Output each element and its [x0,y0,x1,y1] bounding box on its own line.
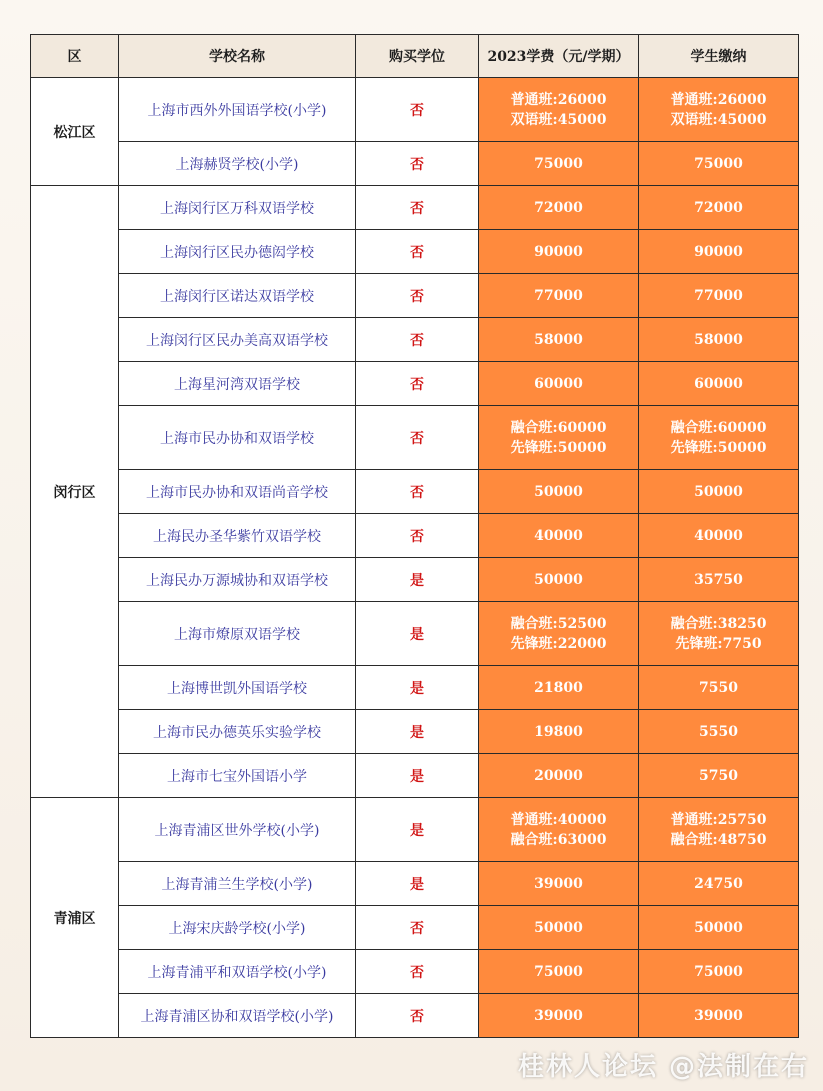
tuition-line: 21800 [534,679,583,696]
tuition-line: 19800 [534,723,583,740]
tuition-line: 72000 [534,199,583,216]
school-name-cell: 上海市民办德英乐实验学校 [119,710,356,754]
payment-line: 5750 [699,767,738,784]
header-school-name: 学校名称 [119,35,356,78]
school-name-cell: 上海闵行区诺达双语学校 [119,274,356,318]
school-name-cell: 上海市燎原双语学校 [119,602,356,666]
payment-line: 77000 [694,287,743,304]
payment-cell [639,602,799,666]
payment-line: 58000 [694,331,743,348]
school-name-cell: 上海闵行区民办美高双语学校 [119,318,356,362]
table-body [31,78,799,1038]
payment-line: 双语班:45000 [670,111,767,128]
payment-cell [639,798,799,862]
tuition-cell [479,514,639,558]
table-row [31,602,799,666]
tuition-line: 77000 [534,287,583,304]
tuition-line: 20000 [534,767,583,784]
buy-seat-cell: 否 [356,230,479,274]
tuition-line: 先锋班:22000 [510,635,607,652]
payment-line: 融合班:60000 [670,419,767,436]
buy-seat-cell: 否 [356,906,479,950]
payment-line: 40000 [694,527,743,544]
tuition-line: 50000 [534,483,583,500]
payment-line: 39000 [694,1007,743,1024]
payment-line: 50000 [694,919,743,936]
school-name-cell: 上海闵行区民办德闳学校 [119,230,356,274]
buy-seat-cell: 否 [356,318,479,362]
buy-seat-cell: 是 [356,558,479,602]
school-name-cell: 上海市西外外国语学校(小学) [119,78,356,142]
tuition-line: 58000 [534,331,583,348]
school-name-cell: 上海市民办协和双语尚音学校 [119,470,356,514]
tuition-line: 60000 [534,375,583,392]
school-name-cell: 上海青浦平和双语学校(小学) [119,950,356,994]
buy-seat-cell: 是 [356,862,479,906]
tuition-cell [479,470,639,514]
tuition-cell [479,142,639,186]
district-cell: 闵行区 [31,186,119,798]
payment-line: 90000 [694,243,743,260]
district-cell: 松江区 [31,78,119,186]
tuition-cell [479,78,639,142]
school-name-cell: 上海闵行区万科双语学校 [119,186,356,230]
table-row [31,666,799,710]
buy-seat-cell: 是 [356,710,479,754]
school-name-cell: 上海博世凯外国语学校 [119,666,356,710]
payment-line: 普通班:26000 [670,91,767,108]
table-row [31,406,799,470]
school-name-cell: 上海民办万源城协和双语学校 [119,558,356,602]
buy-seat-cell: 否 [356,950,479,994]
buy-seat-cell: 是 [356,602,479,666]
school-name-cell: 上海赫贤学校(小学) [119,142,356,186]
tuition-line: 双语班:45000 [510,111,607,128]
payment-cell [639,558,799,602]
payment-line: 先锋班:50000 [670,439,767,456]
buy-seat-cell: 否 [356,514,479,558]
payment-cell [639,666,799,710]
table-row [31,710,799,754]
header-tuition-2023: 2023学费（元/学期） [479,35,639,78]
buy-seat-cell: 否 [356,470,479,514]
tuition-line: 先锋班:50000 [510,439,607,456]
buy-seat-cell: 否 [356,362,479,406]
tuition-cell [479,186,639,230]
header-district: 区 [31,35,119,78]
payment-line: 普通班:25750 [670,811,767,828]
school-name-cell: 上海青浦兰生学校(小学) [119,862,356,906]
payment-cell [639,994,799,1038]
table-row [31,78,799,142]
tuition-line: 90000 [534,243,583,260]
tuition-line: 39000 [534,1007,583,1024]
tuition-cell [479,406,639,470]
tuition-line: 40000 [534,527,583,544]
payment-cell [639,470,799,514]
payment-cell [639,862,799,906]
tuition-cell [479,754,639,798]
district-cell: 青浦区 [31,798,119,1038]
payment-cell [639,362,799,406]
table-row [31,514,799,558]
payment-cell [639,142,799,186]
school-name-cell: 上海民办圣华紫竹双语学校 [119,514,356,558]
payment-line: 24750 [694,875,743,892]
table-row [31,558,799,602]
table-row [31,994,799,1038]
payment-cell [639,406,799,470]
header-row [31,35,799,78]
buy-seat-cell: 否 [356,142,479,186]
payment-line: 72000 [694,199,743,216]
tuition-table [30,34,799,1038]
table-row [31,470,799,514]
payment-line: 35750 [694,571,743,588]
tuition-cell [479,274,639,318]
tuition-line: 普通班:40000 [510,811,607,828]
tuition-line: 融合班:63000 [510,831,607,848]
school-name-cell: 上海宋庆龄学校(小学) [119,906,356,950]
table-row [31,230,799,274]
payment-line: 融合班:38250 [670,615,767,632]
buy-seat-cell: 否 [356,78,479,142]
tuition-cell [479,906,639,950]
tuition-line: 75000 [534,155,583,172]
school-name-cell: 上海青浦区协和双语学校(小学) [119,994,356,1038]
buy-seat-cell: 否 [356,406,479,470]
payment-line: 60000 [694,375,743,392]
buy-seat-cell: 是 [356,754,479,798]
table-row [31,906,799,950]
header-buy-seat: 购买学位 [356,35,479,78]
tuition-cell [479,862,639,906]
table-row [31,142,799,186]
tuition-line: 50000 [534,919,583,936]
payment-cell [639,906,799,950]
table-row [31,862,799,906]
table-row [31,318,799,362]
payment-cell [639,754,799,798]
tuition-line: 50000 [534,571,583,588]
tuition-line: 融合班:60000 [510,419,607,436]
tuition-cell [479,666,639,710]
tuition-cell [479,950,639,994]
tuition-line: 融合班:52500 [510,615,607,632]
watermark: 桂林人论坛 @法制在右 [517,1052,809,1082]
payment-cell [639,514,799,558]
table-row [31,754,799,798]
payment-cell [639,318,799,362]
table-row [31,362,799,406]
payment-line: 7550 [699,679,738,696]
tuition-cell [479,558,639,602]
school-name-cell: 上海市七宝外国语小学 [119,754,356,798]
payment-cell [639,710,799,754]
school-name-cell: 上海星河湾双语学校 [119,362,356,406]
table-row [31,186,799,230]
payment-cell [639,274,799,318]
tuition-cell [479,362,639,406]
buy-seat-cell: 否 [356,994,479,1038]
payment-line: 50000 [694,483,743,500]
tuition-cell [479,994,639,1038]
table-row [31,950,799,994]
payment-cell [639,950,799,994]
buy-seat-cell: 否 [356,186,479,230]
tuition-line: 75000 [534,963,583,980]
payment-cell [639,186,799,230]
payment-line: 75000 [694,963,743,980]
table-row [31,798,799,862]
payment-line: 先锋班:7750 [675,635,762,652]
school-name-cell: 上海市民办协和双语学校 [119,406,356,470]
buy-seat-cell: 否 [356,274,479,318]
tuition-cell [479,602,639,666]
payment-cell [639,230,799,274]
payment-line: 75000 [694,155,743,172]
tuition-cell [479,798,639,862]
school-name-cell: 上海青浦区世外学校(小学) [119,798,356,862]
tuition-cell [479,318,639,362]
payment-line: 融合班:48750 [670,831,767,848]
table-row [31,274,799,318]
buy-seat-cell: 是 [356,666,479,710]
buy-seat-cell: 是 [356,798,479,862]
tuition-cell [479,710,639,754]
tuition-line: 39000 [534,875,583,892]
payment-cell [639,78,799,142]
header-student-payment: 学生缴纳 [639,35,799,78]
tuition-cell [479,230,639,274]
tuition-line: 普通班:26000 [510,91,607,108]
payment-line: 5550 [699,723,738,740]
